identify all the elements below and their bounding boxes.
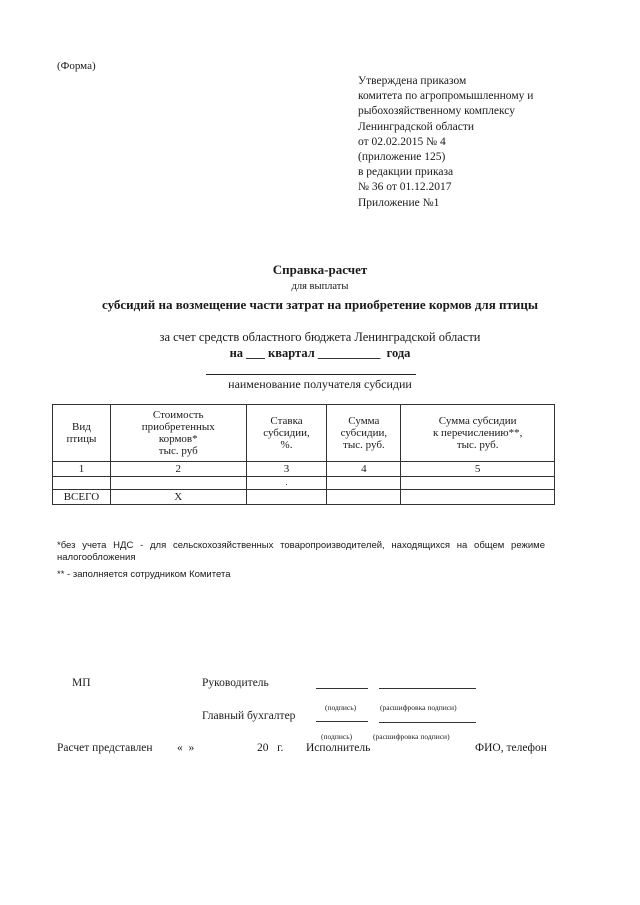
recipient-label: наименование получателя субсидии (228, 377, 412, 391)
approval-line: рыбохозяйственному комплексу (358, 105, 515, 118)
approval-line: от 02.02.2015 № 4 (358, 135, 446, 148)
header-feed-cost: Стоимость приобретенных кормов* тыс. руб (110, 405, 246, 462)
fio-phone-label: ФИО, телефон (475, 742, 547, 754)
budget-source: за счет средств областного бюджета Ленинградской области (159, 330, 481, 344)
approval-line: Утверждена приказом (358, 75, 467, 87)
head-signature-line (316, 688, 368, 689)
table-total-row (53, 490, 555, 505)
footnote-committee: ** - заполняется сотрудником Комитета (57, 569, 231, 580)
head-label: Руководитель (202, 677, 269, 689)
table-cell (246, 490, 327, 505)
table-cell: 2 (110, 462, 246, 477)
approval-line: в редакции приказа (358, 166, 454, 179)
table-cell (401, 477, 555, 490)
accountant-decoding-line (379, 722, 476, 723)
table-cell: ВСЕГО (53, 490, 111, 505)
footnote-vat-continued: налогообложения (57, 552, 136, 563)
decoding-hint: (расшифровка подписи) (380, 703, 457, 712)
table-cell: 4 (327, 462, 401, 477)
recipient-fill-line (206, 374, 416, 375)
header-subsidy-amount: Сумма субсидии, тыс. руб. (327, 405, 401, 462)
table-cell (110, 477, 246, 490)
table-cell: 1 (53, 462, 111, 477)
signature-hint: (подпись) (325, 703, 357, 712)
signature-hint: (подпись) (321, 732, 353, 741)
approval-line: Приложение №1 (358, 196, 440, 209)
decoding-hint: (расшифровка подписи) (373, 732, 450, 741)
executor-label: Исполнитель (306, 742, 371, 754)
form-label: (Форма) (57, 60, 96, 72)
footnote-vat: *без учета НДС - для сельскохозяйственных товаропроизводителей, находящихся на общем режиме (57, 540, 545, 551)
table-header-row (53, 405, 555, 462)
document-subject: субсидий на возмещение части затрат на приобретение кормов для птицы (101, 297, 538, 312)
table-cell: 5 (401, 462, 555, 477)
table-cell: . (246, 477, 327, 490)
table-row (53, 462, 555, 477)
head-decoding-line (379, 688, 476, 689)
document-subtitle: для выплаты (291, 281, 349, 292)
approval-block (358, 74, 533, 211)
table-cell: Х (110, 490, 246, 505)
accountant-signature-line (316, 721, 368, 722)
table-cell (401, 490, 555, 505)
table-cell (53, 477, 111, 490)
year-field: 20 г. (257, 742, 284, 754)
table-cell (327, 490, 401, 505)
date-quotes: « » (177, 742, 195, 754)
approval-line: (приложение 125) (358, 151, 446, 164)
header-bird-type: Вид птицы (53, 405, 111, 462)
submitted-label: Расчет представлен (57, 742, 153, 754)
stamp-placeholder: МП (72, 677, 91, 689)
calculation-table (52, 404, 555, 505)
table-cell: 3 (246, 462, 327, 477)
approval-line: комитета по агропромышленному и (358, 90, 534, 103)
approval-line: Ленинградской области (358, 120, 475, 133)
document-title: Справка-расчет (272, 262, 368, 277)
table-row (53, 477, 555, 490)
period-line: на ___ квартал __________ года (229, 346, 411, 360)
header-transfer-amount: Сумма субсидии к перечислению**, тыс. руб. (401, 405, 555, 462)
header-subsidy-rate: Ставка субсидии, %. (246, 405, 327, 462)
table-cell (327, 477, 401, 490)
approval-line: № 36 от 01.12.2017 (358, 181, 452, 194)
chief-accountant-label: Главный бухгалтер (202, 710, 296, 722)
